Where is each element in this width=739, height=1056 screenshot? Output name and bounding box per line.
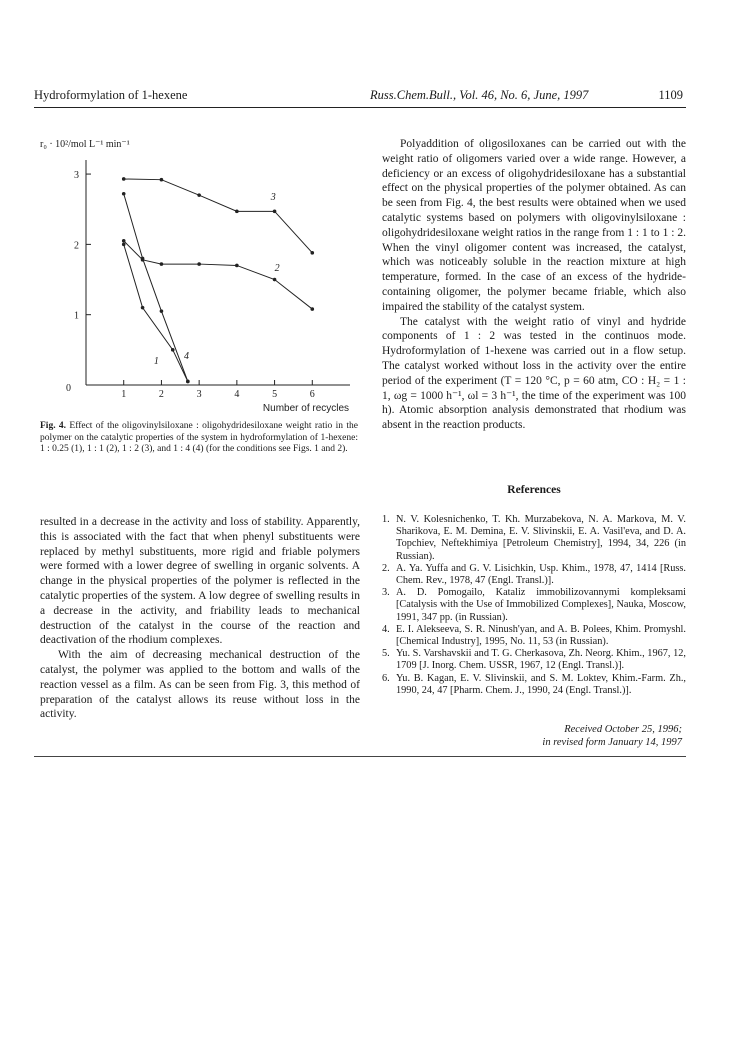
- received-dates: [382, 723, 682, 749]
- data-point: [310, 251, 314, 255]
- header-journal: Russ.Chem.Bull., Vol. 46, No. 6, June, 1997: [370, 88, 589, 102]
- reference-item: [382, 648, 686, 672]
- reference-number: 4.: [382, 623, 390, 635]
- paragraph: The catalyst with the weight ratio of vinyl and hydride components of 1 : 2 was tested in the continuos mode. Hydroformylation of 1-hexene was carried out in a flow setup. The catalyst worked without loss in the activity over the entire period of the experiment (T = 120 °C, p = 60 atm, CO : H₂ = 1 : 1, ωg = 1000 h⁻¹, ωl = 3 h⁻¹, the time of the experiment was 100 h). Atomic absorption analysis demonstrated that rhodium was absent in the reaction products.: [382, 315, 686, 432]
- data-point: [171, 348, 175, 352]
- x-tick-label: 4: [234, 389, 240, 400]
- reference-item: [382, 673, 686, 697]
- data-point: [197, 193, 201, 197]
- data-point: [160, 309, 164, 313]
- bottom-rule: [34, 756, 686, 757]
- data-point: [122, 177, 126, 181]
- curve-label: 4: [184, 350, 190, 362]
- x-tick-label: 6: [309, 389, 315, 400]
- header-rule: [34, 107, 686, 108]
- x-tick-label: 5: [272, 389, 278, 400]
- x-tick-label: 1: [121, 389, 127, 400]
- data-point: [122, 192, 126, 196]
- reference-text: A. Ya. Yuffa and G. V. Lisichkin, Usp. Khim., 1978, 47, 1414 [Russ. Chem. Rev., 1978, 47 (Engl. Transl.)].: [396, 562, 686, 587]
- data-point: [235, 264, 239, 268]
- data-point: [235, 210, 239, 214]
- data-point: [197, 262, 201, 266]
- series-line-2: [124, 241, 313, 309]
- series-line-3: [124, 179, 313, 253]
- caption-text: Effect of the oligovinylsiloxane : oligohydridesiloxane weight ratio in the polymer on the catalytic properties of the system in hydroformylation of 1-hexene: 1 : 0.25 (1), 1 : 1 (2), 1 : 2 (3), and 1 : 4 (4) (for the conditions see Figs. 1 and 2).: [40, 421, 359, 455]
- references-list: [382, 514, 686, 697]
- reference-item: [382, 563, 686, 587]
- running-header: [34, 88, 683, 106]
- data-point: [122, 239, 126, 243]
- x-axis-label: Number of recycles: [262, 403, 350, 414]
- references-heading: References: [507, 484, 561, 496]
- reference-text: N. V. Kolesnichenko, T. Kh. Murzabekova, N. A. Markova, M. V. Sharikova, E. M. Demina, E. V. Slivinskii, E. A. Vasil'eva, and D. A. Topchiev, Neftekhimiya [Petroleum Chemistry], 1994, 34, 226 (in Russian).: [396, 514, 686, 562]
- curve-label: 1: [153, 355, 159, 367]
- reference-number: 5.: [382, 648, 390, 660]
- series-line-4: [124, 194, 188, 382]
- reference-number: 3.: [382, 587, 390, 599]
- data-point: [141, 257, 145, 261]
- caption-label: Fig. 4.: [40, 421, 67, 431]
- left-column-text: [40, 515, 360, 722]
- right-column-text: [382, 137, 686, 433]
- figure-4-chart: [36, 150, 356, 420]
- reference-text: E. I. Alekseeva, S. R. Ninush'yan, and A. B. Polees, Khim. Promyshl. [Chemical Industry], 1995, No. 11, 53 (in Russian).: [396, 623, 686, 648]
- y-tick-label: 0: [66, 383, 71, 394]
- y-tick-label: 3: [74, 170, 79, 182]
- data-point: [273, 210, 277, 214]
- data-point: [122, 243, 126, 247]
- x-tick-label: 2: [158, 389, 164, 400]
- reference-number: 1.: [382, 514, 390, 525]
- data-point: [160, 262, 164, 266]
- figure-caption: [40, 421, 358, 456]
- data-point: [273, 278, 277, 282]
- chart-y-label: r₀ · 10²/mol L⁻¹ min⁻¹: [40, 139, 130, 150]
- reference-text: Yu. S. Varshavskii and T. G. Cherkasova, Zh. Neorg. Khim., 1967, 12, 1709 [J. Inorg. Chem. USSR, 1967, 12 (Engl. Transl.)].: [396, 648, 686, 672]
- paragraph: Polyaddition of oligosiloxanes can be carried out with the weight ratio of oligomers varied over a wide range. However, a deficiency or an excess of oligohydridesiloxane has a substantial effect on the physical properties of the polymer obtained. As can be seen from Fig. 4, the best results were obtained when we used catalytic systems based on polymers with oligovinylsiloxane : oligohydridesiloxane weight ratios in the range from 1 : 1 to 1 : 2. When the vinyl oligomer content was increased, the catalyst, which was noticeably soluble in the reaction mixture at high temperature, formed. In the case of an excess of the hydride-containing oligomer, the polymer became friable, which also impaired the stability of the catalyst system.: [382, 138, 686, 313]
- reference-number: 6.: [382, 672, 390, 684]
- data-point: [141, 306, 145, 310]
- paragraph: With the aim of decreasing mechanical destruction of the catalyst, the polymer was applied to the bottom and walls of the reaction vessel as a film. As can be seen from Fig. 3, this method of preparation of the catalyst allows its reuse without loss in the activity.: [40, 649, 360, 721]
- curve-label: 3: [270, 192, 276, 204]
- data-point: [160, 178, 164, 182]
- header-title: Hydroformylation of 1-hexene: [34, 88, 188, 102]
- reference-text: A. D. Pomogailo, Kataliz immobilizovannymi kompleksami [Catalysis with the Use of Immobilized Complexes], Nauka, Moscow, 1991, 347 pp. (in Russian).: [396, 587, 686, 623]
- reference-number: 2.: [382, 562, 390, 574]
- paragraph: resulted in a decrease in the activity and loss of stability. Apparently, this is associated with the fact that when phenyl substituents were replaced by methyl substituents, more rigid and friable polymers were formed with a lower degree of swelling in organic solvents. A change in the physical properties of the polymer is reflected in the catalytic properties of the system. A low degree of swelling results in a decrease in the activity, and friability leads to mechanical destruction of the catalyst in the course of the reaction and deactivation of the rhodium complexes.: [40, 516, 360, 647]
- y-tick-label: 1: [74, 310, 79, 322]
- page-number: 1109: [658, 88, 683, 102]
- received-line: Received October 25, 1996;: [564, 724, 682, 735]
- x-tick-label: 3: [196, 389, 202, 400]
- reference-item: [382, 514, 686, 563]
- y-tick-label: 2: [74, 240, 79, 252]
- data-point: [310, 307, 314, 311]
- revised-line: in revised form January 14, 1997: [542, 737, 682, 748]
- curve-label: 2: [274, 263, 280, 275]
- data-point: [186, 380, 190, 384]
- reference-item: [382, 624, 686, 648]
- reference-text: Yu. B. Kagan, E. V. Slivinskii, and S. M. Loktev, Khim.-Farm. Zh., 1990, 24, 47 [Pharm. Chem. J., 1990, 24 (Engl. Transl.)].: [396, 672, 686, 696]
- reference-item: [382, 587, 686, 624]
